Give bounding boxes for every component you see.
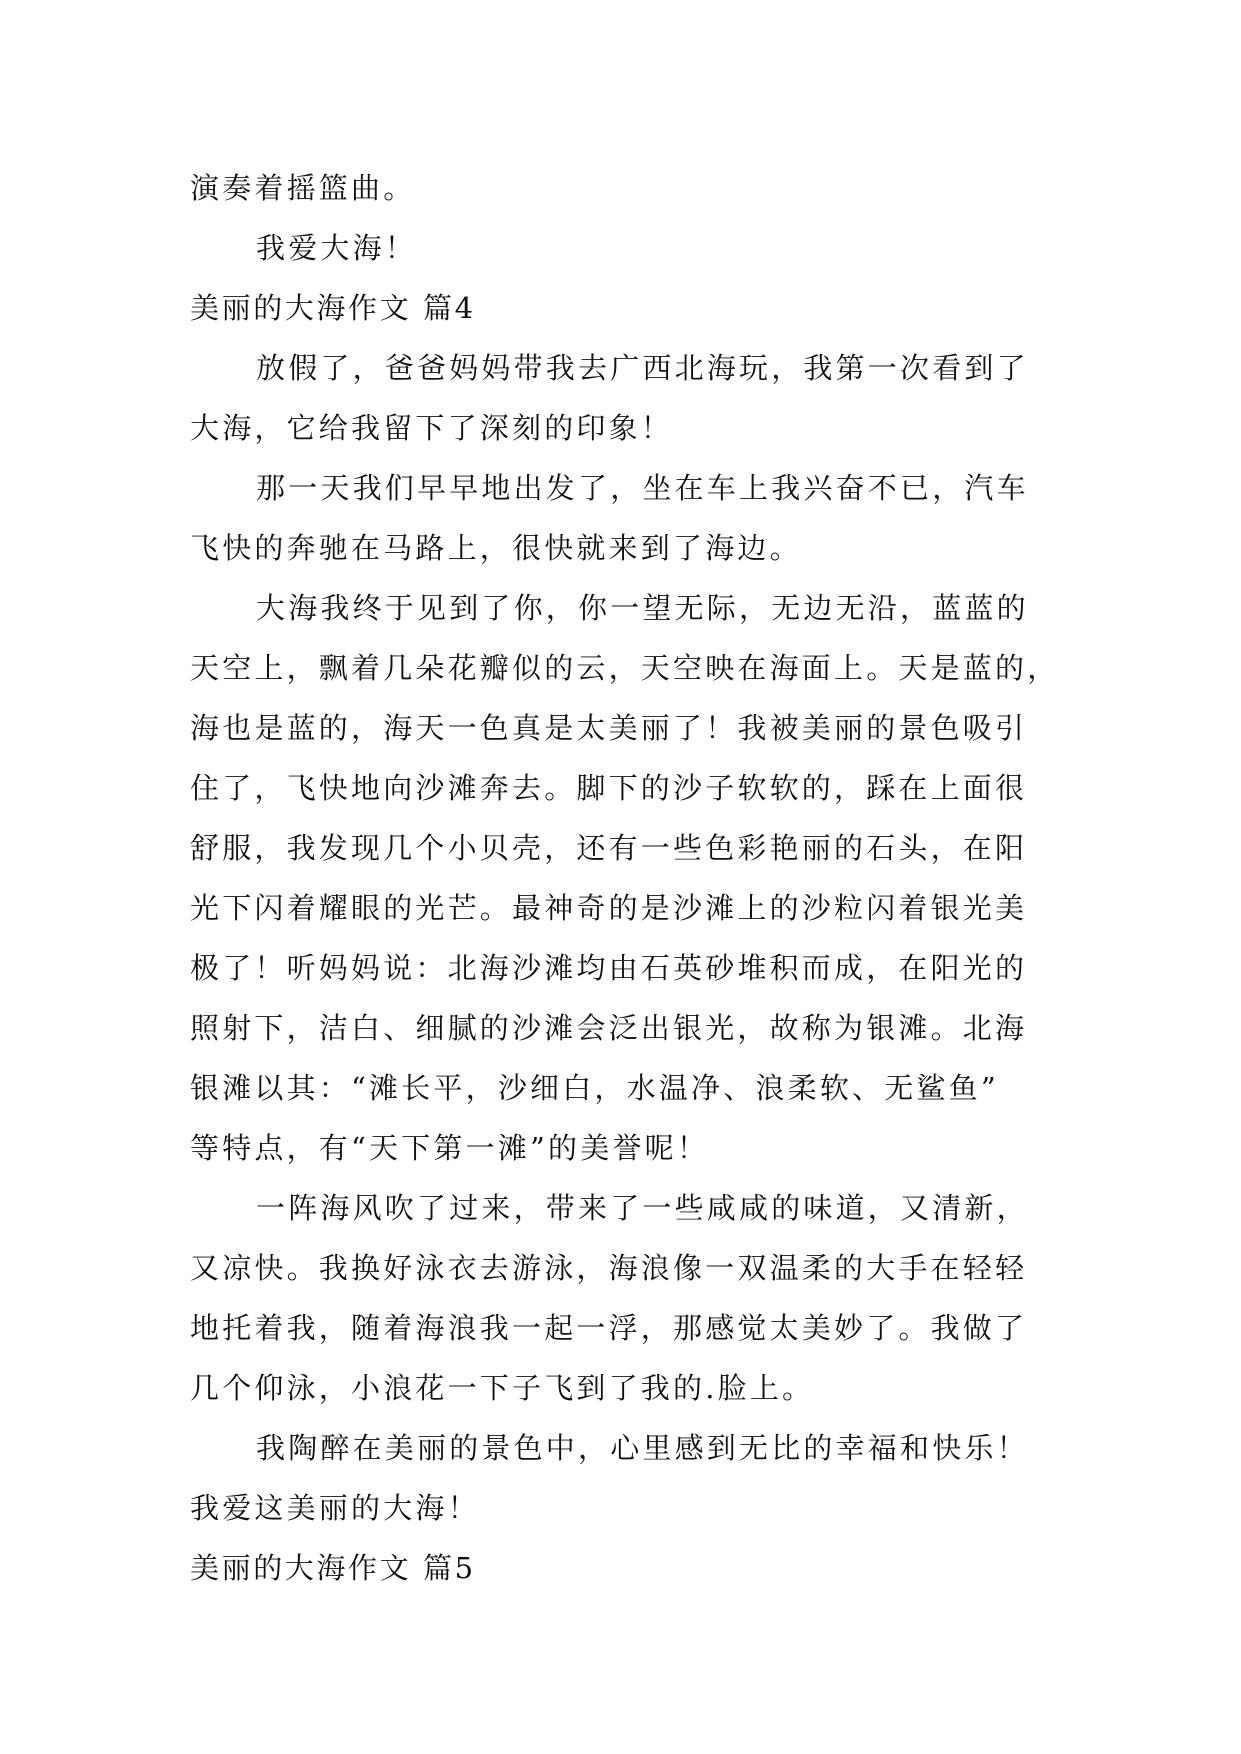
text-line: 地托着我，随着海浪我一起一浮，那感觉太美妙了。我做了 bbox=[190, 1311, 1028, 1345]
document-text bbox=[190, 158, 1060, 1598]
text-line: 照射下，洁白、细腻的沙滩会泛出银光，故称为银滩。北海 bbox=[190, 1011, 1028, 1045]
text-line: 光下闪着耀眼的光芒。最神奇的是沙滩上的沙粒闪着银光美 bbox=[190, 891, 1028, 925]
text-line: 那一天我们早早地出发了，坐在车上我兴奋不已，汽车 bbox=[256, 471, 1029, 505]
text-line: 我陶醉在美丽的景色中，心里感到无比的幸福和快乐！ bbox=[256, 1431, 1029, 1465]
section-heading: 美丽的大海作文 篇5 bbox=[190, 1551, 476, 1585]
text-line: 舒服，我发现几个小贝壳，还有一些色彩艳丽的石头，在阳 bbox=[190, 831, 1028, 865]
text-line: 演奏着摇篮曲。 bbox=[190, 171, 416, 205]
text-line: 住了，飞快地向沙滩奔去。脚下的沙子软软的，踩在上面很 bbox=[190, 771, 1028, 805]
text-line: 极了！听妈妈说：北海沙滩均由石英砂堆积而成，在阳光的 bbox=[190, 951, 1028, 985]
text-line: 又凉快。我换好泳衣去游泳，海浪像一双温柔的大手在轻轻 bbox=[190, 1251, 1028, 1285]
text-line: 放假了，爸爸妈妈带我去广西北海玩，我第一次看到了 bbox=[256, 351, 1029, 385]
text-line: 天空上，飘着几朵花瓣似的云，天空映在海面上。天是蓝的， bbox=[190, 651, 1060, 685]
text-line: 大海我终于见到了你，你一望无际，无边无沿，蓝蓝的 bbox=[256, 591, 1029, 625]
text-line: 海也是蓝的，海天一色真是太美丽了！我被美丽的景色吸引 bbox=[190, 711, 1028, 745]
text-line: 银滩以其：“滩长平，沙细白，水温净、浪柔软、无鲨鱼” bbox=[190, 1071, 999, 1105]
text-line: 等特点，有“天下第一滩”的美誉呢！ bbox=[190, 1131, 710, 1165]
text-line: 我爱大海！ bbox=[256, 231, 418, 265]
text-line: 几个仰泳，小浪花一下子飞到了我的.脸上。 bbox=[190, 1371, 815, 1405]
text-line: 大海，它给我留下了深刻的印象！ bbox=[190, 411, 674, 445]
text-line: 飞快的奔驰在马路上，很快就来到了海边。 bbox=[190, 531, 802, 565]
text-line: 一阵海风吹了过来，带来了一些咸咸的味道，又清新， bbox=[256, 1191, 1029, 1225]
text-line: 我爱这美丽的大海！ bbox=[190, 1491, 480, 1525]
section-heading: 美丽的大海作文 篇4 bbox=[190, 291, 476, 325]
